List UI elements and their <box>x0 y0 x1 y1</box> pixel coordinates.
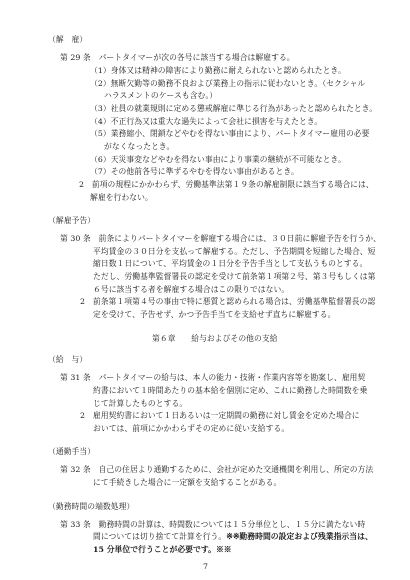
body-line <box>93 285 289 295</box>
chapter-line <box>152 334 278 344</box>
body-line <box>90 155 346 165</box>
line-text: おいては、前項にかかわらずその定めに従い支給する。 <box>93 424 290 433</box>
line-text: 2 前項の規程にかかわらず、労働基準法第１９条の解雇制限に該当する場合には、 <box>79 180 374 189</box>
line-text: （7）その他前各号に準ずるやむを得ない事由があるとき。 <box>90 167 299 176</box>
line-text: にて手続きした場合に一定額を支給することがある。 <box>93 478 282 487</box>
line-text: （1）身体又は精神の障害により勤務に耐えられないと認められたとき。 <box>90 66 346 75</box>
line-text: 第 30 条 前条によりパートタイマーを解雇する場合には、３０日前に解雇予告を行うか、 <box>60 234 381 243</box>
line-text: （通勤手当） <box>48 447 96 456</box>
line-text: （5）業務縮小、閉鎖などやむを得ない事由により、パートタイマー雇用の必要 <box>90 129 370 138</box>
heading-line <box>48 35 87 45</box>
body-line <box>60 373 365 383</box>
body-line <box>104 91 217 101</box>
heading-line <box>48 447 95 457</box>
body-line <box>93 310 335 320</box>
body-line <box>60 53 295 63</box>
line-text: 第 33 条 勤務時間の計算は、時間数については１５分単位とし、１５分に満たない時 <box>60 520 366 529</box>
body-line <box>93 545 232 555</box>
body-line <box>90 79 365 89</box>
heading-line <box>48 502 134 512</box>
body-line <box>60 234 381 244</box>
line-text: 第 32 条 自己の住居より通勤するために、会社が定めた交通機関を利用し、所定の方法 <box>60 465 374 474</box>
body-line <box>80 411 360 421</box>
line-text: ただし、労働基準監督署長の認定を受けて前条第１項第２号、第３号もしくは第 <box>93 272 376 281</box>
line-text: （解 雇） <box>48 35 88 44</box>
line-text: 第 29 条 パートタイマーが次の各号に該当する場合は解雇する。 <box>60 53 295 62</box>
body-line <box>60 465 373 475</box>
emphasis-note: ※※勤務時間の設定および残業指示当は、 <box>226 532 373 541</box>
line-text: 平均賃金の３０日分を支払って解雇する。ただし、予告期間を短縮した場合、短 <box>93 247 376 256</box>
line-text: （勤務時間の端数処理） <box>48 502 135 511</box>
line-text: ６号に該当する者を解雇する場合はこの限りではない。 <box>93 285 290 294</box>
body-line <box>90 129 370 139</box>
body-line <box>80 297 375 307</box>
body-line <box>93 399 187 409</box>
heading-line <box>48 216 95 226</box>
line-text: 第６章 給与およびその他の支給 <box>152 334 278 343</box>
line-text: （解雇予告） <box>48 216 96 225</box>
body-line <box>90 104 377 114</box>
emphasis-note: 15 分単位で行うことが必要です。※※ <box>93 545 232 554</box>
body-line <box>93 424 289 434</box>
body-line <box>93 247 375 257</box>
body-line <box>104 142 174 152</box>
line-text: （2）無断欠勤等の勤務不良および業務上の指示に従わないとき。（セクシャル <box>90 79 366 88</box>
line-text: がなくなったとき。 <box>104 142 175 151</box>
line-text: 第 31 条 パートタイマーの給与は、本人の能力・技術・作業内容等を勘案し、雇用契 <box>60 373 366 382</box>
line-text: じて計算したものとする。 <box>93 399 188 408</box>
line-text: 解雇を行わない。 <box>90 193 153 202</box>
line-text: 2 雇用契約書において１日あるいは一定期間の勤務に対し賃金を定めた場合に <box>80 411 360 420</box>
page-number: 7 <box>203 562 209 571</box>
body-line <box>93 259 367 269</box>
line-text: 定を受けて、予告せず、かつ予告手当てを支給せず直ちに解雇する。 <box>93 310 336 319</box>
line-text: 縮日数１日について、平均賃金の１日分を予告手当として支払うものとする。 <box>93 259 368 268</box>
line-text: （給 与） <box>48 355 88 364</box>
heading-line <box>48 355 87 365</box>
body-line <box>93 272 375 282</box>
body-line <box>93 386 367 396</box>
body-line <box>90 117 322 127</box>
body-line <box>79 180 374 190</box>
line-text: （6）天災事変などやむを得ない事由により事業の継続が不可能なとき。 <box>90 155 346 164</box>
line-text: （3）社員の就業規則に定める懲戒解雇に準じる行為があったと認められたとき。 <box>90 104 378 113</box>
body-line <box>90 193 153 203</box>
body-line <box>90 66 346 76</box>
line-text: 間については切り捨てて計算を行う。 <box>93 532 227 541</box>
line-text: 約書において１時間あたりの基本給を個別に定め、これに勤務した時間数を乗 <box>93 386 368 395</box>
line-text: ハラスメントのケースも含む。） <box>104 91 218 100</box>
line-text: （4）不正行為又は重大な過失によって会社に損害を与えたとき。 <box>90 117 323 126</box>
body-line <box>90 167 299 177</box>
body-line <box>93 532 373 542</box>
body-line <box>93 478 281 488</box>
body-line <box>60 520 365 530</box>
line-text: 2 前条第１項第４号の事由で特に悪質と認められる場合は、労働基準監督署長の認 <box>80 297 376 306</box>
